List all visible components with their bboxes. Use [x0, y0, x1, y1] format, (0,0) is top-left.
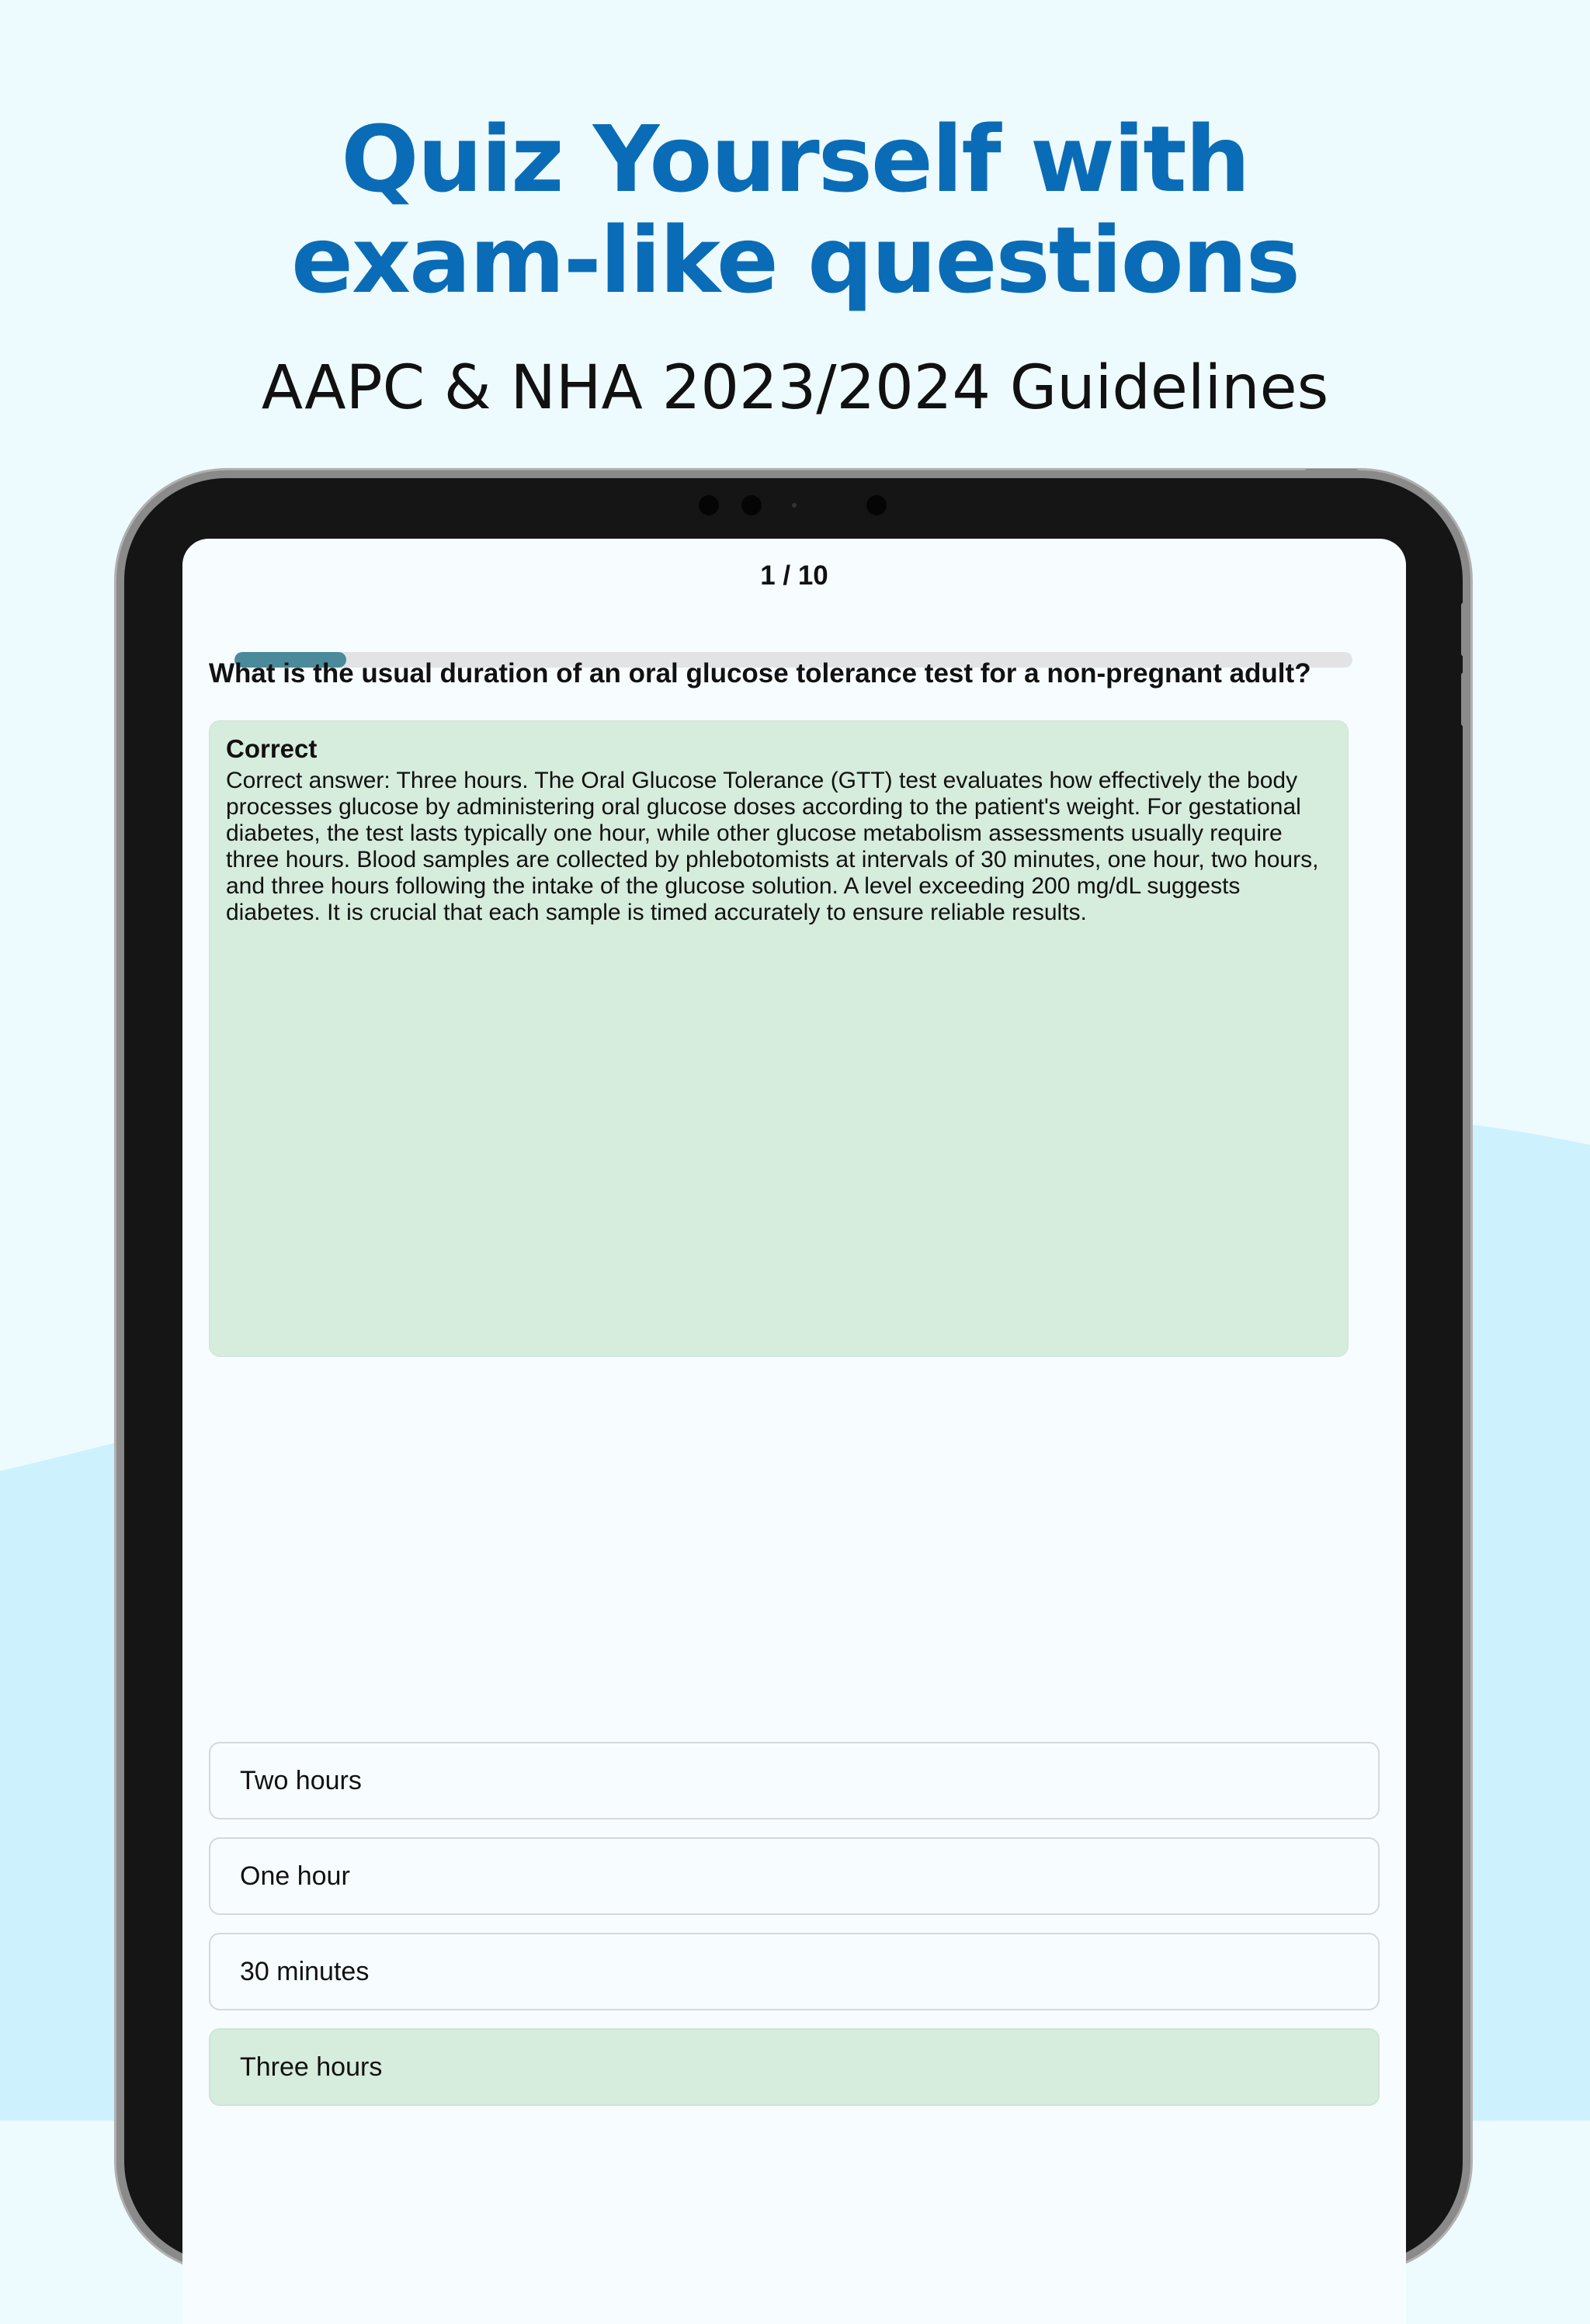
answer-option-label: One hour	[240, 1861, 350, 1891]
feedback-title: Correct	[226, 734, 318, 763]
subheadline: AAPC & NHA 2023/2024 Guidelines	[261, 353, 1329, 423]
question-text: What is the usual duration of an oral glucose tolerance test for a non-pregnant adult?	[209, 658, 1311, 689]
answer-feedback-panel	[209, 720, 1349, 1357]
answer-option-label: Two hours	[240, 1765, 362, 1795]
answer-option-two-hours[interactable]	[209, 1742, 1380, 1819]
answer-option-30-minutes[interactable]	[209, 1933, 1380, 2010]
camera-sensor-icon	[741, 495, 762, 515]
headline-line-2: exam-like questions	[291, 206, 1299, 314]
answer-option-three-hours[interactable]	[209, 2028, 1380, 2106]
front-camera-icon	[699, 495, 719, 515]
answer-option-label: Three hours	[240, 2052, 383, 2082]
volume-down-button	[1461, 672, 1467, 727]
answer-option-label: 30 minutes	[240, 1956, 370, 1986]
headline-line-1: Quiz Yourself with	[341, 106, 1249, 213]
proximity-sensor-icon	[792, 503, 797, 508]
app-screen	[182, 539, 1406, 2324]
power-button	[1304, 469, 1359, 475]
answer-option-one-hour[interactable]	[209, 1837, 1380, 1915]
volume-up-button	[1461, 602, 1467, 657]
flash-sensor-icon	[866, 495, 887, 515]
question-counter: 1 / 10	[760, 560, 828, 591]
headline	[0, 106, 1590, 314]
tablet-device	[124, 478, 1463, 2263]
feedback-explanation: Correct answer: Three hours. The Oral Glucose Tolerance (GTT) test evaluates how effectively the body processes glucose by administering oral glucose doses according to the patient's weight. For gestational diabetes, the test lasts typically one hour, while other glucose metabolism assessments usually require three hours. Blood samples are collected by phlebotomists at intervals of 30 minutes, one hour, two hours, and three hours following the intake of the glucose solution. A level exceeding 200 mg/dL suggests diabetes. It is crucial that each sample is timed accurately to ensure reliable results.	[226, 768, 1319, 925]
